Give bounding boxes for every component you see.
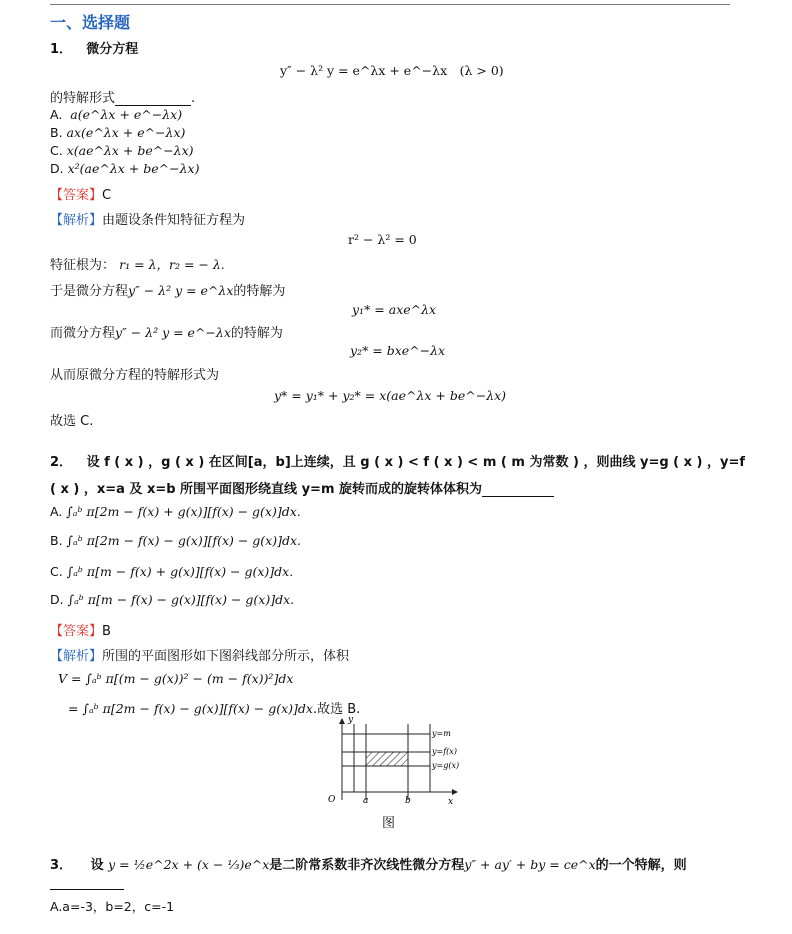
q1-line-b-suffix: 的特解为: [230, 326, 283, 341]
q1-char-eq: r² − λ² = 0: [348, 232, 417, 247]
q1-line-a-suffix: 的特解为: [233, 284, 286, 299]
q1-line-a-eq: y″ − λ² y = e^λx: [128, 283, 234, 298]
q1-option-b-text: ax(e^λx + e^−λx): [66, 125, 186, 140]
q2-stem-line1-text: 设 f ( x ) ，g ( x ) 在区间[a，b]上连续，且 g ( x ) < f ( x ) < m ( m 为常数 ) ，则曲线 y=g ( x ) ，y=f: [86, 455, 746, 470]
figure-label-origin: O: [328, 795, 336, 805]
q2-option-b-text: ∫ₐᵇ π[2m − f(x) − g(x)][f(x) − g(x)]dx.: [66, 533, 302, 548]
q1-option-c[interactable]: [50, 143, 194, 158]
q2-figure-caption: 图: [382, 816, 396, 831]
figure-legend-g: y=g(x): [432, 761, 460, 770]
q1-choose: 故选 C.: [50, 414, 94, 429]
q1-line-b: [50, 322, 283, 341]
q1-stem2-end: .: [191, 91, 196, 106]
q2-option-d[interactable]: [50, 592, 294, 607]
q2-volume-line1: V = ∫ₐᵇ π[(m − g(x))² − (m − f(x))²]dx: [58, 671, 294, 686]
q2-stem-line1: [50, 451, 745, 470]
q1-stem2: [50, 87, 195, 106]
q1-option-a-text: a(e^λx + e^−λx): [70, 107, 183, 122]
q1-y1: y₁* = axe^λx: [352, 302, 437, 317]
q2-option-a[interactable]: [50, 504, 301, 519]
q1-option-d-text: x²(ae^λx + be^−λx): [67, 161, 200, 176]
q2-option-b-label: B.: [50, 533, 63, 548]
figure-label-a: a: [363, 796, 369, 806]
q2-volume-line2-expr: = ∫ₐᵇ π[2m − f(x) − g(x)][f(x) − g(x)]dx: [68, 701, 313, 716]
q2-analysis-tag: 【解析】: [50, 649, 103, 664]
q2-stem-line2: [50, 478, 554, 497]
q1-option-a[interactable]: [50, 107, 182, 122]
q1-line-a-prefix: 于是微分方程: [50, 284, 129, 299]
q1-final-form: y* = y₁* + y₂* = x(ae^λx + be^−λx): [274, 388, 507, 403]
q1-number: 1．: [50, 42, 73, 57]
figure-label-y: y: [348, 715, 354, 725]
q1-conclusion-intro: 从而原微分方程的特解形式为: [50, 368, 220, 383]
q3-equation: y″ + ay′ + by = ce^x: [464, 857, 596, 872]
figure-legend-f: y=f(x): [432, 747, 457, 756]
q2-option-a-label: A.: [50, 504, 63, 519]
q1-analysis-intro: 由题设条件知特征方程为: [102, 213, 246, 228]
q2-stem-line2-text: ( x ) ，x=a 及 x=b 所围平面图形绕直线 y=m 旋转而成的旋转体体积为: [50, 482, 483, 497]
q1-equation: y″ − λ² y = e^λx + e^−λx (λ > 0): [280, 63, 504, 78]
q1-line-b-eq: y″ − λ² y = e^−λx: [115, 325, 231, 340]
q1-answer-value: C: [102, 188, 112, 203]
q3-expression: y = ½e^2x + (x − ⅓)e^x: [108, 857, 270, 872]
q3-stem-c: 的一个特解，则: [595, 858, 687, 873]
q1-answer: [50, 184, 111, 203]
q2-number: 2．: [50, 455, 73, 470]
q2-option-a-text: ∫ₐᵇ π[2m − f(x) + g(x)][f(x) − g(x)]dx.: [66, 504, 301, 519]
q2-option-c-text: ∫ₐᵇ π[m − f(x) + g(x)][f(x) − g(x)]dx.: [66, 564, 294, 579]
hatched-region: [366, 752, 408, 766]
q1-option-c-label: C.: [50, 143, 63, 158]
q3-stem-b: 是二阶常系数非齐次线性微分方程: [269, 858, 465, 873]
q1-line-b-prefix: 而微分方程: [50, 326, 116, 341]
q1-line-a: [50, 280, 285, 299]
q1-option-d[interactable]: [50, 161, 199, 176]
q1-stem: [50, 38, 138, 57]
q3-option-a[interactable]: A.a=-3，b=2，c=-1: [50, 899, 175, 914]
q2-answer-tag: 【答案】: [50, 624, 103, 639]
q2-region-figure: [318, 714, 470, 806]
q1-option-b[interactable]: [50, 125, 185, 140]
q1-option-c-text: x(ae^λx + be^−λx): [66, 143, 194, 158]
top-rule: [50, 4, 730, 5]
q2-volume-suffix: .故选 B.: [312, 702, 361, 717]
q3-number: 3．: [50, 858, 73, 873]
q1-roots-value: r₁ = λ，r₂ = − λ.: [119, 257, 225, 272]
x-axis-arrow: [452, 789, 458, 795]
q1-analysis: [50, 209, 245, 228]
q2-option-c[interactable]: [50, 564, 293, 579]
q2-option-d-label: D.: [50, 592, 64, 607]
q2-analysis-text: 所围的平面图形如下图斜线部分所示，体积: [102, 649, 350, 664]
q1-stem-text: 微分方程: [86, 42, 139, 57]
q3-stem: [50, 854, 687, 873]
q2-option-b[interactable]: [50, 533, 301, 548]
q2-option-c-label: C.: [50, 564, 63, 579]
q1-answer-tag: 【答案】: [50, 188, 103, 203]
q1-answer-blank: [115, 93, 191, 106]
figure-label-b: b: [405, 796, 411, 806]
q2-option-d-text: ∫ₐᵇ π[m − f(x) − g(x)][f(x) − g(x)]dx.: [67, 592, 295, 607]
figure-label-x: x: [448, 797, 454, 806]
q1-roots-label: 特征根为：: [50, 258, 116, 273]
figure-legend-m: y=m: [432, 729, 451, 738]
y-axis-arrow: [339, 718, 345, 724]
q2-answer-blank: [482, 484, 554, 497]
section-title: 一、选择题: [50, 13, 131, 32]
q1-stem2-text: 的特解形式: [50, 91, 116, 106]
q2-analysis: [50, 645, 349, 664]
q1-option-b-label: B.: [50, 125, 63, 140]
q1-y2: y₂* = bxe^−λx: [350, 343, 446, 358]
q2-answer: [50, 620, 111, 639]
q1-analysis-tag: 【解析】: [50, 213, 103, 228]
q1-option-a-label: A.: [50, 107, 63, 122]
q3-answer-blank: [50, 889, 124, 890]
q2-volume-line2: [68, 698, 360, 717]
q1-roots: [50, 254, 225, 273]
q1-option-d-label: D.: [50, 161, 64, 176]
q2-answer-value: B: [102, 624, 111, 639]
q3-stem-a: 设: [90, 858, 104, 873]
